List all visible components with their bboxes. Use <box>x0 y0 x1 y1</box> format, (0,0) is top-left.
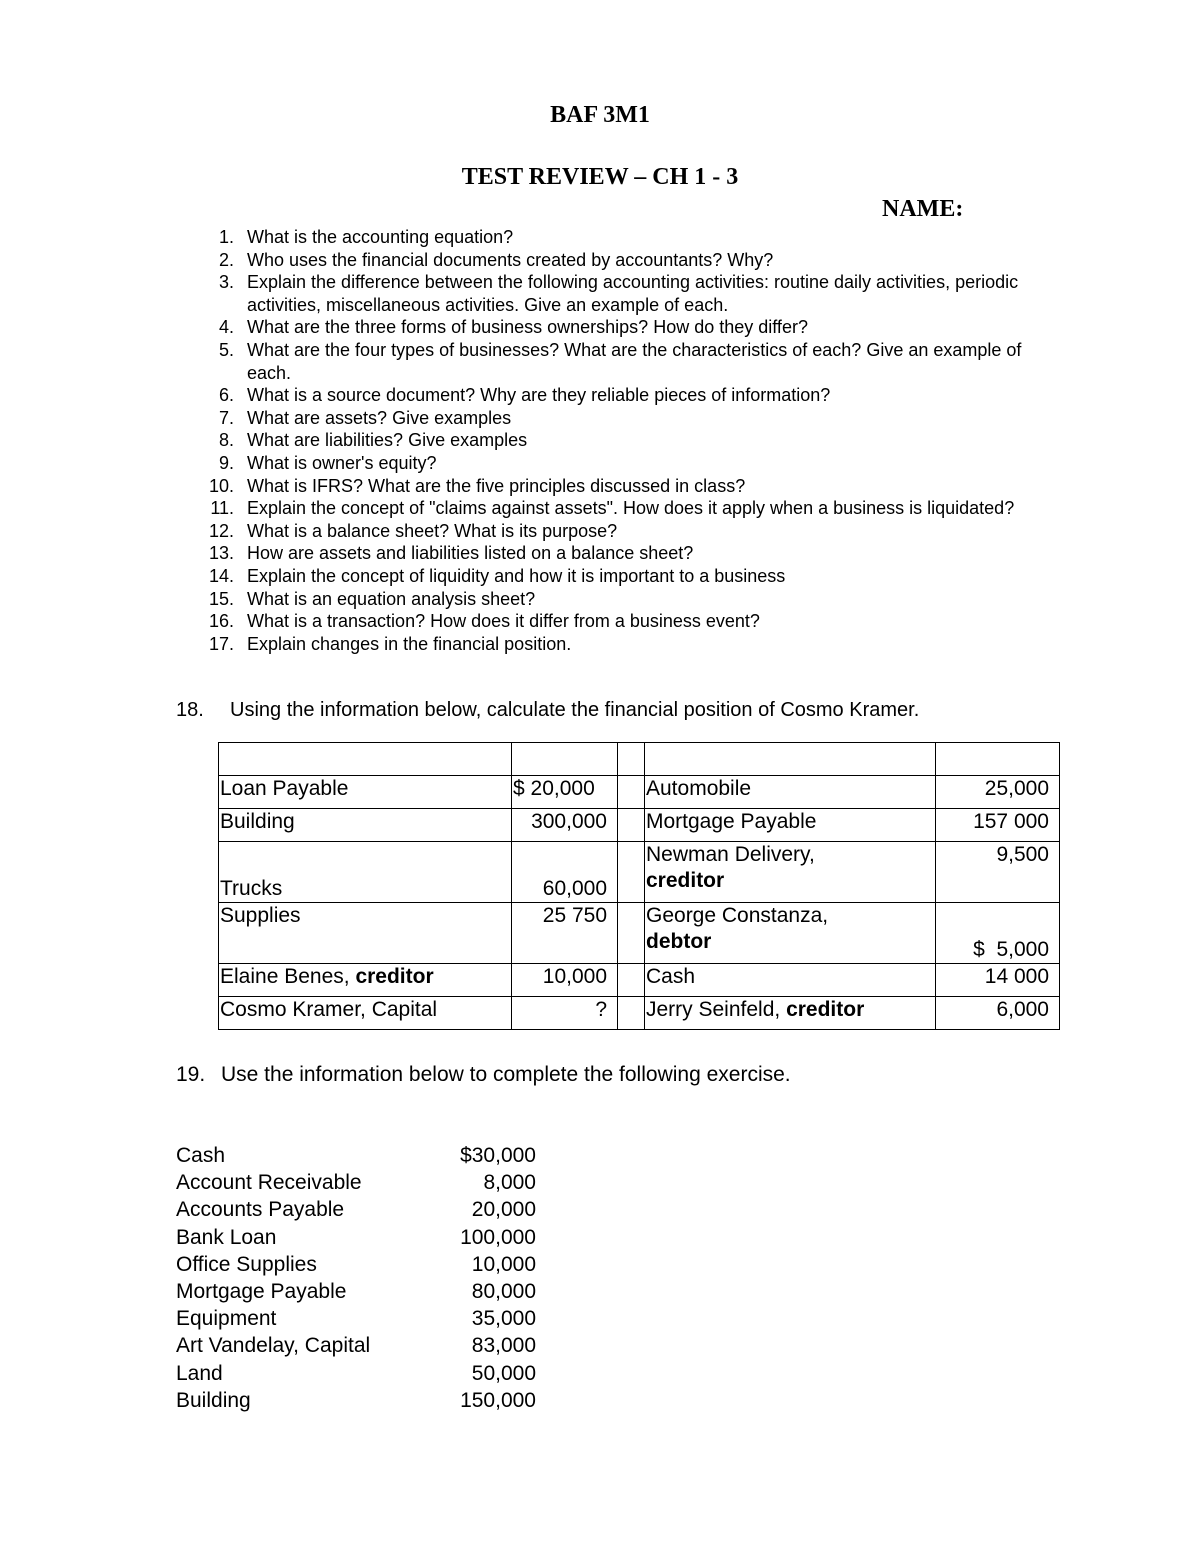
question-number: 5. <box>218 339 234 360</box>
list-item <box>206 271 1027 316</box>
table-cell: Mortgage Payable <box>645 809 936 842</box>
cell-label: Newman Delivery, <box>646 843 815 866</box>
account-row <box>176 1224 536 1251</box>
list-item <box>206 542 1027 565</box>
question-text: What are the four types of businesses? What are the characteristics of each? Give an example of each. <box>247 339 1022 383</box>
account-label: Art Vandelay, Capital <box>176 1334 371 1358</box>
table-cell: Cash <box>645 964 936 997</box>
table-row <box>219 842 1060 903</box>
question-text: Explain changes in the financial position. <box>247 633 572 654</box>
list-item <box>206 226 1027 249</box>
financial-position-table <box>218 742 1060 1030</box>
table-cell <box>645 903 936 964</box>
table-cell: 9,500 <box>936 842 1060 903</box>
account-label: Account Receivable <box>176 1171 362 1195</box>
account-value: 8,000 <box>483 1171 536 1195</box>
question-number: 16. <box>208 611 234 632</box>
account-label: Bank Loan <box>176 1225 277 1249</box>
cell-bold-label: creditor <box>355 965 434 988</box>
list-item <box>206 249 1027 272</box>
list-item <box>206 452 1027 475</box>
question-number: 15. <box>208 588 234 609</box>
list-item <box>206 407 1027 430</box>
account-row <box>176 1360 536 1387</box>
table-cell: 14 000 <box>936 964 1060 997</box>
table-row <box>219 809 1060 842</box>
account-row <box>176 1332 536 1359</box>
table-cell: 10,000 <box>512 964 618 997</box>
question-text: What is the accounting equation? <box>247 227 514 247</box>
table-cell <box>618 809 645 842</box>
question-text: What is a balance sheet? What is its purpose? <box>247 520 618 541</box>
list-item <box>206 497 1027 520</box>
table-cell <box>219 743 512 776</box>
question-number: 19. <box>176 1063 206 1086</box>
question-text: What are assets? Give examples <box>247 407 512 428</box>
account-value: 150,000 <box>460 1388 536 1412</box>
table-row <box>219 903 1060 964</box>
list-item <box>206 610 1027 633</box>
table-cell: 25,000 <box>936 776 1060 809</box>
cell-bold-label: creditor <box>786 998 865 1021</box>
table-cell: 6,000 <box>936 997 1060 1030</box>
account-value: $30,000 <box>460 1144 536 1167</box>
table-cell: 25 750 <box>512 903 618 964</box>
question-19 <box>176 1063 791 1087</box>
table-row <box>219 743 1060 776</box>
table-cell <box>618 743 645 776</box>
table-cell: ? <box>512 997 618 1030</box>
question-number: 2. <box>218 249 234 270</box>
account-list <box>176 1142 536 1414</box>
question-text: What are liabilities? Give examples <box>247 430 528 451</box>
course-code: BAF 3M1 <box>550 102 650 128</box>
account-value: 100,000 <box>460 1225 536 1249</box>
account-label: Accounts Payable <box>176 1198 345 1222</box>
question-number: 14. <box>208 565 234 586</box>
question-text: What is IFRS? What are the five principles discussed in class? <box>247 475 746 496</box>
table-cell: Building <box>219 809 512 842</box>
account-row <box>176 1142 536 1169</box>
table-cell: $ 5,000 <box>936 903 1060 964</box>
question-number: 6. <box>218 385 234 406</box>
account-value: 50,000 <box>471 1361 536 1385</box>
question-number: 1. <box>218 227 234 247</box>
question-18 <box>176 699 919 722</box>
table-cell: Cosmo Kramer, Capital <box>219 997 512 1030</box>
table-cell <box>645 842 936 903</box>
question-number: 4. <box>218 317 234 338</box>
question-text: Using the information below, calculate the financial position of Cosmo Kramer. <box>230 699 920 721</box>
question-text: Explain the difference between the following accounting activities: routine daily activities, periodic activities, miscellaneous activities. Give an example of each. <box>247 272 1019 315</box>
table-cell <box>512 743 618 776</box>
table-cell: Automobile <box>645 776 936 809</box>
table-cell <box>618 776 645 809</box>
cell-label: George Constanza, <box>646 904 829 927</box>
question-text: What is a source document? Why are they reliable pieces of information? <box>247 385 831 406</box>
list-item <box>206 633 1027 656</box>
cell-label: Jerry Seinfeld, <box>646 998 787 1021</box>
list-item <box>206 520 1027 543</box>
account-label: Equipment <box>176 1307 277 1331</box>
table-cell <box>618 903 645 964</box>
question-text: What is owner's equity? <box>247 452 437 473</box>
cell-bold-label: creditor <box>646 869 725 892</box>
account-row <box>176 1387 536 1414</box>
question-number: 3. <box>218 272 234 293</box>
table-row <box>219 776 1060 809</box>
question-number: 18. <box>176 699 204 721</box>
list-item <box>206 429 1027 452</box>
table-cell: Supplies <box>219 903 512 964</box>
account-row <box>176 1278 536 1305</box>
table-cell <box>618 964 645 997</box>
question-number: 7. <box>218 407 234 428</box>
account-row <box>176 1196 536 1223</box>
question-list <box>206 226 1027 655</box>
account-label: Mortgage Payable <box>176 1280 347 1304</box>
account-value: 80,000 <box>471 1280 536 1304</box>
list-item <box>206 339 1027 384</box>
table-cell <box>219 964 512 997</box>
cell-bold-label: debtor <box>646 930 712 953</box>
table-row <box>219 964 1060 997</box>
question-text: What is a transaction? How does it differ from a business event? <box>247 611 760 632</box>
question-number: 9. <box>218 452 234 473</box>
name-label: NAME: <box>882 196 964 222</box>
account-label: Building <box>176 1388 251 1412</box>
table-cell: Loan Payable <box>219 776 512 809</box>
account-value: 10,000 <box>471 1252 536 1276</box>
cell-label: Elaine Benes, <box>220 965 356 988</box>
question-number: 8. <box>218 430 234 451</box>
table-cell <box>618 997 645 1030</box>
table-cell: 60,000 <box>512 842 618 903</box>
table-cell <box>645 997 936 1030</box>
question-text: What are the three forms of business ownerships? How do they differ? <box>247 317 808 338</box>
question-text: How are assets and liabilities listed on a balance sheet? <box>247 543 694 564</box>
account-row <box>176 1305 536 1332</box>
list-item <box>206 316 1027 339</box>
question-number: 17. <box>208 633 234 654</box>
account-value: 20,000 <box>471 1198 536 1222</box>
account-row <box>176 1169 536 1196</box>
question-text: Explain the concept of liquidity and how it is important to a business <box>247 565 786 586</box>
table-cell: 300,000 <box>512 809 618 842</box>
account-label: Office Supplies <box>176 1252 317 1276</box>
question-number: 12. <box>208 520 234 541</box>
account-value: 83,000 <box>471 1334 536 1358</box>
table-cell: 157 000 <box>936 809 1060 842</box>
table-cell: Trucks <box>219 842 512 903</box>
account-value: 35,000 <box>471 1307 536 1331</box>
question-number: 11. <box>210 498 234 519</box>
table-cell <box>645 743 936 776</box>
list-item <box>206 588 1027 611</box>
question-number: 13. <box>208 543 234 564</box>
account-row <box>176 1251 536 1278</box>
account-label: Land <box>176 1361 223 1385</box>
list-item <box>206 565 1027 588</box>
list-item <box>206 475 1027 498</box>
list-item <box>206 384 1027 407</box>
question-text: Use the information below to complete the following exercise. <box>221 1063 791 1086</box>
table-cell: $ 20,000 <box>512 776 618 809</box>
question-number: 10. <box>208 475 234 496</box>
table-row <box>219 997 1060 1030</box>
question-text: Who uses the financial documents created by accountants? Why? <box>247 249 774 270</box>
account-label: Cash <box>176 1144 226 1167</box>
table-cell <box>618 842 645 903</box>
question-text: What is an equation analysis sheet? <box>247 588 536 609</box>
table-cell <box>936 743 1060 776</box>
test-title: TEST REVIEW – CH 1 - 3 <box>461 164 739 190</box>
question-text: Explain the concept of "claims against assets". How does it apply when a business is liquidated? <box>247 498 1015 519</box>
